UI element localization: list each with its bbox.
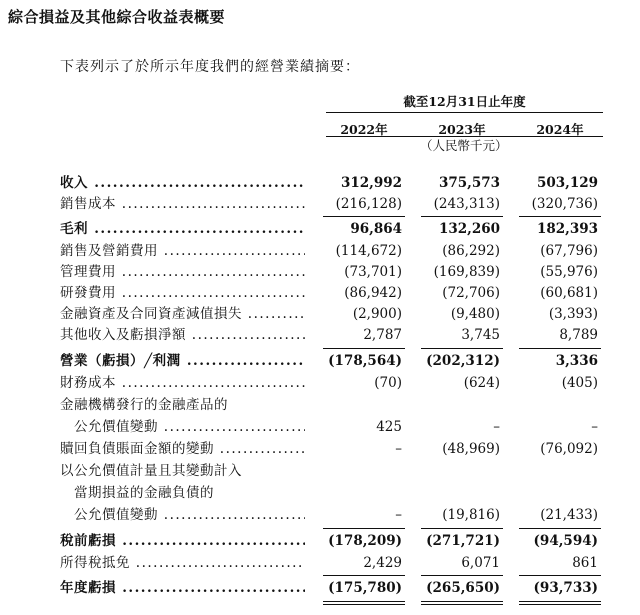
value-2024: (60,681) (540, 285, 598, 301)
value-2024: 503,129 (536, 175, 598, 191)
row-label: 銷售成本 ..... (60, 194, 305, 215)
subtotal-rule (323, 216, 405, 217)
value-2023: (48,969) (442, 441, 500, 457)
value-2022: (178,564) (328, 353, 402, 369)
table-row (0, 461, 640, 482)
row-label: 贖回負債賬面金額的變動 ..... (60, 439, 305, 460)
value-2024: (93,733) (533, 580, 598, 596)
value-2022: 425 (376, 419, 402, 435)
year-header-2023: 2023年 (438, 122, 486, 137)
value-2022: (114,672) (335, 243, 402, 259)
row-label: 營業（虧損）╱利潤 ..... (60, 351, 305, 372)
value-2022: 2,429 (363, 555, 402, 571)
unit-label: （人民幣千元） (420, 138, 508, 153)
subtotal-rule (519, 348, 601, 349)
table-row (0, 483, 640, 504)
value-2023: (9,480) (450, 306, 500, 322)
value-2023: – (493, 419, 500, 435)
value-2024: 8,789 (559, 327, 598, 343)
value-2024: (55,976) (540, 264, 598, 280)
total-double-rule (323, 601, 405, 602)
row-label: 管理費用 ..... (60, 262, 305, 283)
value-2023: 132,260 (438, 221, 500, 237)
value-2022: (70) (374, 375, 402, 391)
intro-text: 下表列示了於所示年度我們的經營業績摘要： (60, 59, 360, 75)
table-row (0, 173, 640, 194)
total-double-rule (519, 604, 601, 605)
value-2022: (2,900) (352, 306, 402, 322)
value-2023: 375,573 (438, 175, 500, 191)
value-2022: (178,209) (328, 533, 402, 549)
value-2022: 2,787 (363, 327, 402, 343)
table-row (0, 283, 640, 304)
value-2023: (19,816) (442, 507, 500, 523)
value-2024: 3,336 (555, 353, 598, 369)
value-2023: (86,292) (442, 243, 500, 259)
row-label: 收入 ..... (60, 173, 305, 194)
subtotal-rule (323, 528, 405, 529)
value-2023: (271,721) (426, 533, 500, 549)
total-double-rule (519, 601, 601, 602)
value-2024: (67,796) (540, 243, 598, 259)
value-2023: 6,071 (461, 555, 500, 571)
table-row (0, 395, 640, 416)
table-row (0, 553, 640, 574)
total-double-rule (421, 604, 503, 605)
row-label: 毛利 ..... (60, 219, 305, 240)
subtotal-rule (519, 216, 601, 217)
value-2023: (265,650) (426, 580, 500, 596)
total-double-rule (421, 601, 503, 602)
row-label: 所得稅抵免 ..... (60, 553, 305, 574)
value-2024: (320,736) (531, 196, 598, 212)
total-double-rule (323, 604, 405, 605)
value-2024: (21,433) (540, 507, 598, 523)
value-2022: (73,701) (344, 264, 402, 280)
value-2022: 96,864 (350, 221, 402, 237)
table-row (0, 194, 640, 215)
table-row (0, 241, 640, 262)
subtotal-rule (323, 348, 405, 349)
value-2022: – (395, 441, 402, 457)
table-row (0, 262, 640, 283)
row-label: 其他收入及虧損淨額 ..... (60, 325, 305, 346)
table-row (0, 219, 640, 240)
row-label: 年度虧損 ..... (60, 578, 305, 599)
value-2023: (169,839) (433, 264, 500, 280)
row-label: 當期損益的金融負債的 (74, 485, 214, 501)
page-title: 綜合損益及其他綜合收益表概要 (8, 8, 226, 26)
value-2022: (86,942) (344, 285, 402, 301)
year-header-2024: 2024年 (536, 122, 584, 137)
value-2022: (175,780) (328, 580, 402, 596)
value-2023: (243,313) (433, 196, 500, 212)
table-row (0, 351, 640, 372)
subtotal-rule (519, 575, 601, 576)
value-2022: (216,128) (335, 196, 402, 212)
subtotal-rule (421, 348, 503, 349)
subtotal-rule (519, 528, 601, 529)
row-label: 財務成本 ..... (60, 373, 305, 394)
value-2022: 312,992 (340, 175, 402, 191)
period-underline (326, 112, 603, 113)
value-2024: – (591, 419, 598, 435)
table-row (0, 325, 640, 346)
subtotal-rule (421, 575, 503, 576)
subtotal-rule (421, 216, 503, 217)
table-row (0, 505, 640, 526)
value-2024: (94,594) (533, 533, 598, 549)
row-label: 銷售及營銷費用 ..... (60, 241, 305, 262)
subtotal-rule (421, 528, 503, 529)
table-row (0, 531, 640, 552)
value-2023: (624) (463, 375, 500, 391)
value-2023: (202,312) (426, 353, 500, 369)
table-row (0, 304, 640, 325)
value-2023: 3,745 (461, 327, 500, 343)
row-label: 稅前虧損 ..... (60, 531, 305, 552)
row-label: 金融資產及合同資產減值損失 ..... (60, 304, 305, 325)
value-2024: (3,393) (548, 306, 598, 322)
row-label: 金融機構發行的金融產品的 (60, 397, 228, 413)
row-label: 以公允價值計量且其變動計入 (60, 463, 242, 479)
row-label: 研發費用 ..... (60, 283, 305, 304)
row-label: 公允價值變動 ..... (74, 505, 305, 526)
table-row (0, 578, 640, 599)
subtotal-rule (323, 575, 405, 576)
year-header-2022: 2022年 (340, 122, 388, 137)
value-2024: 182,393 (536, 221, 598, 237)
value-2024: (405) (561, 375, 598, 391)
table-row (0, 439, 640, 460)
value-2024: 861 (572, 555, 598, 571)
value-2022: – (395, 507, 402, 523)
value-2024: (76,092) (540, 441, 598, 457)
table-row (0, 373, 640, 394)
value-2023: (72,706) (442, 285, 500, 301)
table-row (0, 417, 640, 438)
period-header: 截至12月31日止年度 (403, 94, 526, 109)
row-label: 公允價值變動 ..... (74, 417, 305, 438)
